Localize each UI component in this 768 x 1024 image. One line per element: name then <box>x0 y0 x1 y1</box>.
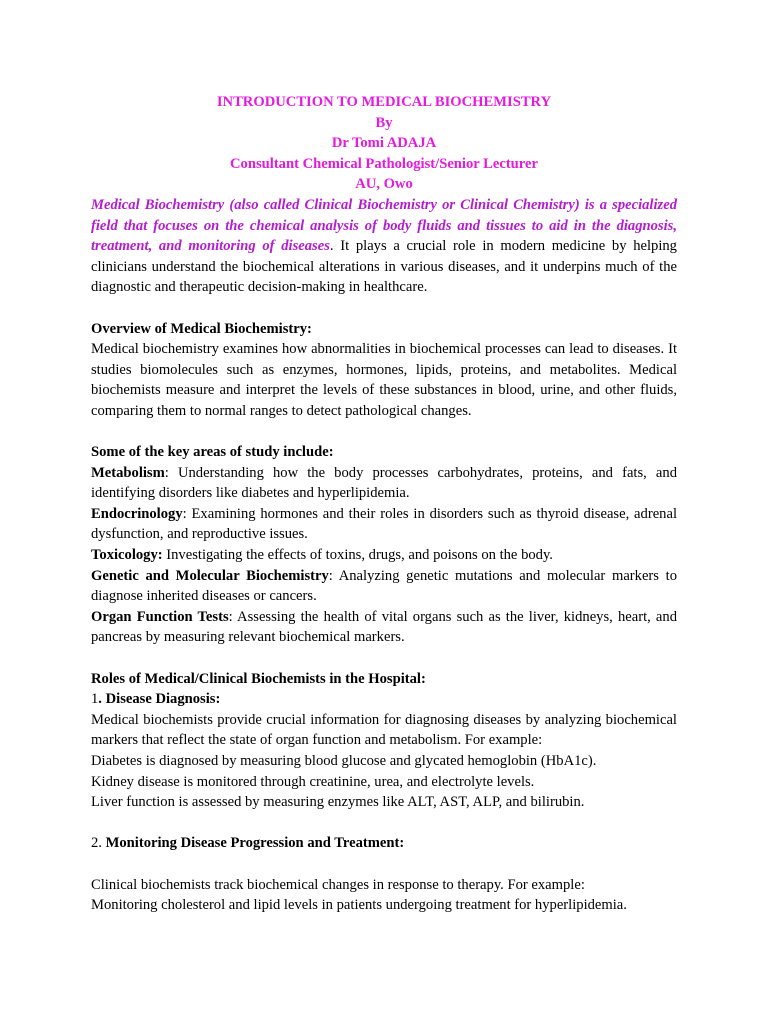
example-line: Kidney disease is monitored through creatinine, urea, and electrolyte levels. <box>91 773 535 790</box>
key-area-item <box>91 607 677 648</box>
spacer <box>91 422 677 443</box>
key-area-text: : Assessing the health of vital organs such as the liver, kidneys, heart, and pancreas by measuring relevant biochemical markers. <box>91 608 677 646</box>
title-block <box>91 92 677 195</box>
key-area-text: Investigating the effects of toxins, drugs, and poisons on the body. <box>162 547 553 564</box>
spacer <box>91 298 677 319</box>
key-area-item <box>91 463 677 504</box>
author-name: Dr Tomi ADAJA <box>331 135 437 152</box>
by-line: By <box>375 114 393 131</box>
section-1-title: . Disease Diagnosis: <box>98 691 221 708</box>
section-1-number: 1 <box>91 691 99 708</box>
spacer <box>91 813 677 834</box>
overview-body: Medical biochemistry examines how abnormalities in biochemical processes can lead to diseases. It studies biomolecules such as enzymes, hormones, lipids, proteins, and metabolites. Medical biochemists measure and interpret the levels of these substances in blood, urine, and other fluids, comparing them to normal ranges to detect pathological changes. <box>91 341 677 419</box>
intro-rest: . It plays a crucial role in modern medicine by helping clinicians understand the biochemical alterations in various diseases, and it underpins much of the diagnostic and therapeutic decision-making in healthcare. <box>91 238 677 296</box>
key-areas-heading: Some of the key areas of study include: <box>91 444 334 461</box>
section-1-heading <box>91 689 677 710</box>
author-affiliation: AU, Owo <box>355 176 413 193</box>
author-position: Consultant Chemical Pathologist/Senior Lecturer <box>230 155 538 172</box>
spacer <box>91 854 677 875</box>
document-title: INTRODUCTION TO MEDICAL BIOCHEMISTRY <box>216 94 552 110</box>
roles-heading: Roles of Medical/Clinical Biochemists in the Hospital: <box>91 670 426 687</box>
key-area-item <box>91 545 677 566</box>
key-area-term: Organ Function Tests <box>91 608 229 625</box>
overview-heading: Overview of Medical Biochemistry: <box>91 320 312 337</box>
spacer <box>91 648 677 669</box>
intro-lead: Medical Biochemistry (also called Clinical Biochemistry or Clinical Chemistry) is a specialized field that focuses on the chemical analysis of body fluids and tissues to aid in the diagnosis, treatment, and monitoring of diseases <box>91 196 677 255</box>
key-area-term: Toxicology: <box>91 547 163 564</box>
example-line: Diabetes is diagnosed by measuring blood glucose and glycated hemoglobin (HbA1c). <box>91 753 597 769</box>
key-area-term: Endocrinology <box>91 505 183 522</box>
key-area-text: : Understanding how the body processes carbohydrates, proteins, and fats, and identifying disorders like diabetes and hyperlipidemia. <box>91 464 677 502</box>
example-line: Monitoring cholesterol and lipid levels in patients undergoing treatment for hyperlipidemia. <box>91 897 627 914</box>
document-body <box>91 92 677 916</box>
example-line: Liver function is assessed by measuring enzymes like ALT, AST, ALP, and bilirubin. <box>91 794 585 811</box>
key-area-text: : Analyzing genetic mutations and molecular markers to diagnose inherited diseases or cancers. <box>91 567 677 605</box>
section-2-number: 2. <box>91 835 106 852</box>
section-1-body: Medical biochemists provide crucial information for diagnosing diseases by analyzing biochemical markers that reflect the state of organ function and metabolism. For example: <box>91 711 677 749</box>
intro-paragraph <box>91 195 677 298</box>
key-area-term: Genetic and Molecular Biochemistry <box>91 567 329 584</box>
section-2-heading <box>91 833 677 854</box>
key-area-term: Metabolism <box>91 464 165 481</box>
section-2-title: Monitoring Disease Progression and Treatment: <box>105 835 405 852</box>
key-area-item <box>91 504 677 545</box>
key-area-item <box>91 566 677 607</box>
section-2-body: Clinical biochemists track biochemical changes in response to therapy. For example: <box>91 876 585 893</box>
key-area-text: : Examining hormones and their roles in disorders such as thyroid disease, adrenal dysfunction, and reproductive issues. <box>91 505 677 543</box>
